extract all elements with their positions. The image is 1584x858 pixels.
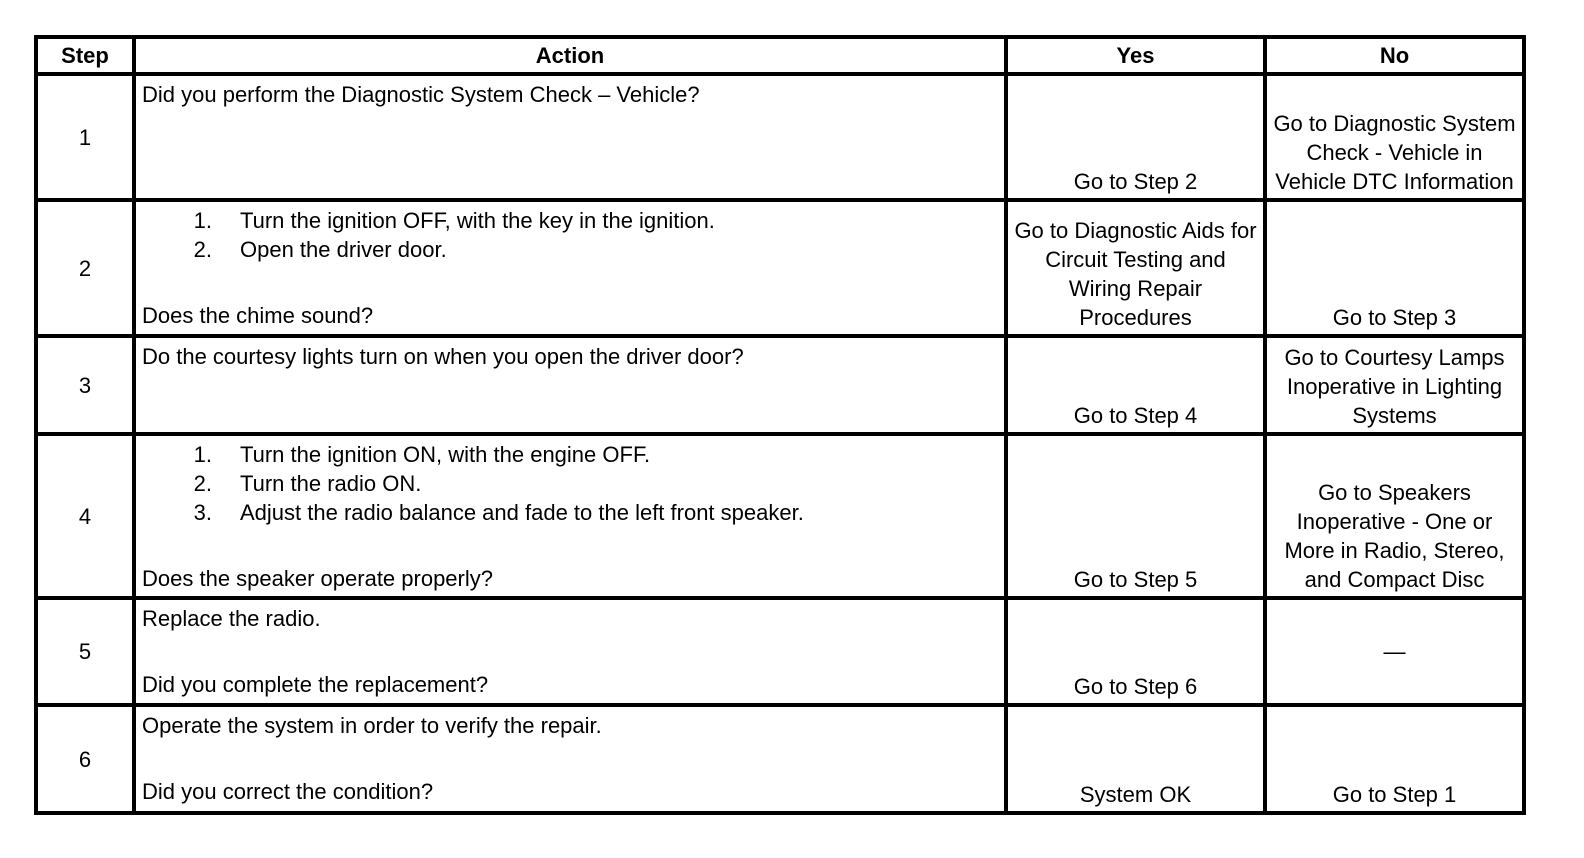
action-steps-list (142, 206, 998, 264)
list-item (142, 498, 998, 527)
table-row (36, 200, 1524, 336)
action-text: Operate the system in order to verify the repair. (142, 713, 602, 738)
header-no: No (1265, 37, 1524, 74)
no-cell: Go to Diagnostic System Check - Vehicle in Vehicle DTC Information (1265, 74, 1524, 200)
action-cell (134, 598, 1006, 705)
list-item-text: Adjust the radio balance and fade to the left front speaker. (240, 500, 804, 525)
list-item-number: 2. (193, 237, 212, 262)
action-text: Do the courtesy lights turn on when you open the driver door? (142, 344, 744, 369)
list-item (142, 440, 998, 469)
table-row (36, 705, 1524, 813)
list-item (142, 235, 998, 264)
action-cell (134, 336, 1006, 434)
list-item (142, 206, 998, 235)
action-text: Did you perform the Diagnostic System Check – Vehicle? (142, 82, 700, 107)
list-item-text: Turn the radio ON. (240, 471, 422, 496)
table-row (36, 598, 1524, 705)
action-question: Does the speaker operate properly? (142, 566, 493, 591)
list-item (142, 469, 998, 498)
action-cell (134, 200, 1006, 336)
yes-cell: Go to Step 2 (1006, 74, 1265, 200)
header-row (36, 37, 1524, 74)
no-cell: Go to Courtesy Lamps Inoperative in Lighting Systems (1265, 336, 1524, 434)
list-item-number: 1. (193, 208, 212, 233)
action-steps-list (142, 440, 998, 527)
action-cell (134, 434, 1006, 598)
action-question: Did you complete the replacement? (142, 672, 489, 697)
yes-cell: Go to Step 4 (1006, 336, 1265, 434)
list-item-text: Turn the ignition OFF, with the key in the ignition. (240, 208, 715, 233)
action-cell (134, 74, 1006, 200)
step-number: 5 (36, 598, 134, 705)
action-question: Did you correct the condition? (142, 779, 434, 804)
step-number: 1 (36, 74, 134, 200)
step-number: 6 (36, 705, 134, 813)
list-item-number: 3. (193, 500, 212, 525)
list-item-text: Open the driver door. (240, 237, 447, 262)
action-question: Does the chime sound? (142, 303, 374, 328)
header-step: Step (36, 37, 134, 74)
table-row (36, 74, 1524, 200)
list-item-number: 1. (193, 442, 212, 467)
list-item-number: 2. (193, 471, 212, 496)
no-cell: Go to Step 3 (1265, 200, 1524, 336)
yes-cell: Go to Diagnostic Aids for Circuit Testing and Wiring Repair Procedures (1006, 200, 1265, 336)
table-row (36, 434, 1524, 598)
no-cell: Go to Speakers Inoperative - One or More in Radio, Stereo, and Compact Disc (1265, 434, 1524, 598)
step-number: 2 (36, 200, 134, 336)
yes-cell: Go to Step 6 (1006, 598, 1265, 705)
header-action: Action (134, 37, 1006, 74)
header-yes: Yes (1006, 37, 1265, 74)
table-row (36, 336, 1524, 434)
no-cell: Go to Step 1 (1265, 705, 1524, 813)
no-cell: — (1265, 598, 1524, 705)
action-text: Replace the radio. (142, 606, 321, 631)
diagnostic-table (34, 35, 1526, 815)
yes-cell: Go to Step 5 (1006, 434, 1265, 598)
list-item-text: Turn the ignition ON, with the engine OFF. (240, 442, 651, 467)
step-number: 4 (36, 434, 134, 598)
yes-cell: System OK (1006, 705, 1265, 813)
step-number: 3 (36, 336, 134, 434)
action-cell (134, 705, 1006, 813)
